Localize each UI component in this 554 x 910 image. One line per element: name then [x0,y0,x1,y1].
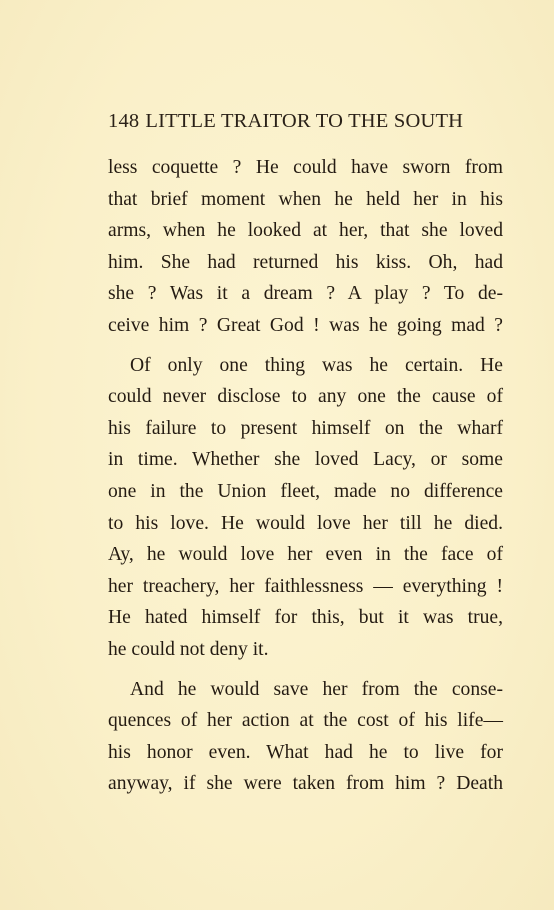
text-line: his failure to present himself on the wharf [108,417,503,439]
text-line: his honor even. What had he to live for [108,741,503,763]
text-line: quences of her action at the cost of his life— [108,710,503,732]
text-line: she ? Was it a dream ? A play ? To de- [108,283,503,305]
text-line: anyway, if she were taken from him ? Death [108,773,503,795]
text-line: He hated himself for this, but it was true, [108,607,503,629]
text-line: one in the Union fleet, made no difference [108,480,503,502]
paragraph [108,152,503,342]
text-line: Of only one thing was he certain. He [130,354,503,376]
text-line: to his love. He would love her till he died. [108,512,503,534]
paragraph [108,350,503,666]
text-line: Ay, he would love her even in the face of [108,544,503,566]
text-line: arms, when he looked at her, that she loved [108,220,503,242]
text-line: her treachery, her faithlessness — everything ! [108,575,503,597]
text-line: ceive him ? Great God ! was he going mad ? [108,314,503,336]
body-text [108,152,503,800]
text-line: that brief moment when he held her in his [108,188,503,210]
running-header [108,110,503,133]
text-line: him. She had returned his kiss. Oh, had [108,251,503,273]
text-line: could never disclose to any one the cause of [108,386,503,408]
text-line: less coquette ? He could have sworn from [108,157,503,178]
text-line: in time. Whether she loved Lacy, or some [108,449,503,471]
running-title: LITTLE TRAITOR TO THE SOUTH [145,110,464,132]
paragraph [108,674,503,800]
text-line: And he would save her from the conse- [130,678,503,700]
text-line: he could not deny it. [108,638,269,660]
page-number: 148 [108,110,140,132]
